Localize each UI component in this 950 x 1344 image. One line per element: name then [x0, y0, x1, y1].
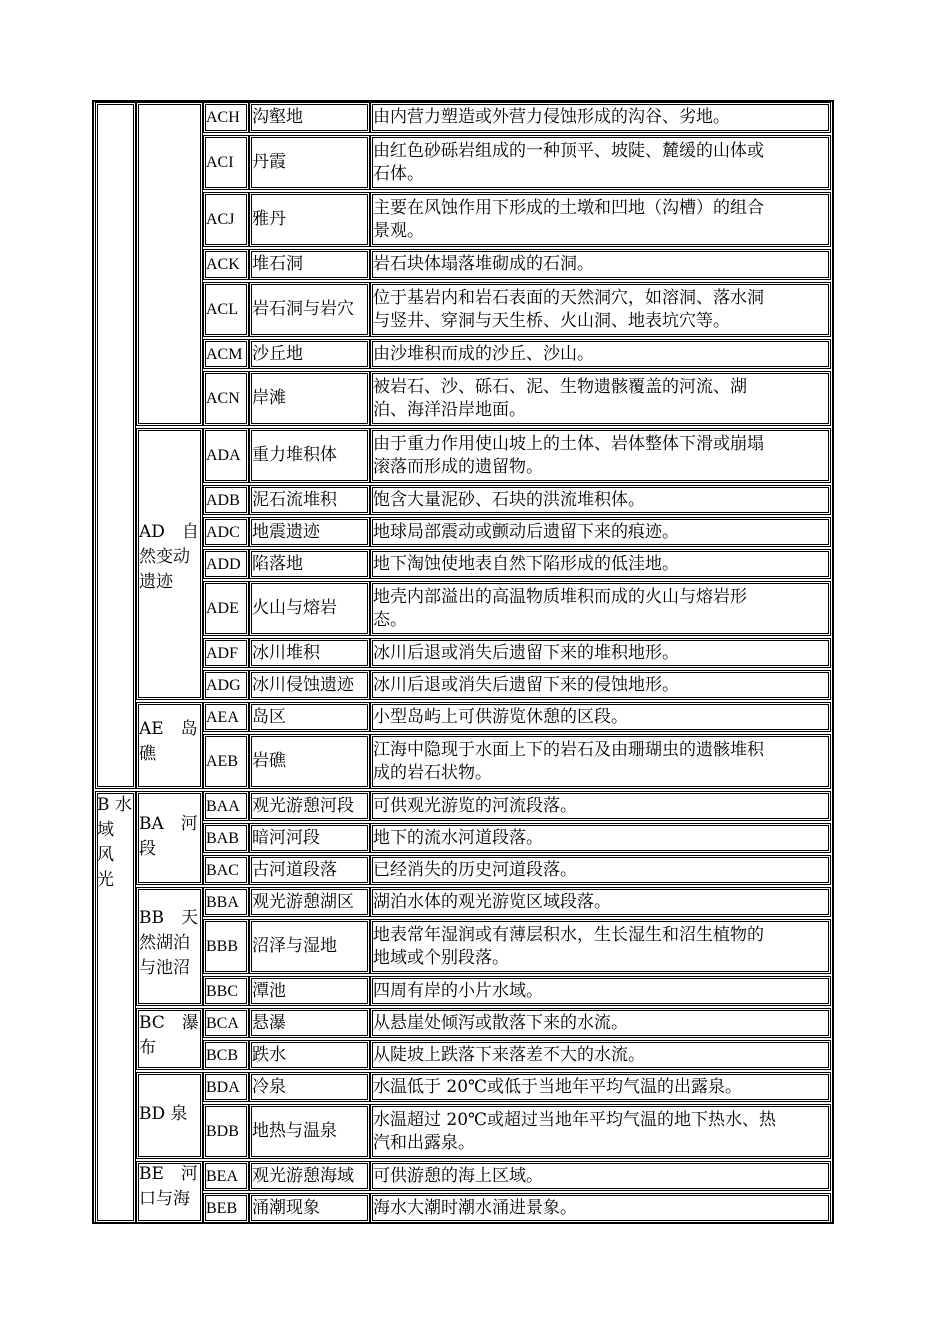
type-description: 景观。 — [373, 220, 424, 241]
major-category-label: 域 — [97, 820, 114, 840]
sub-category-label: 与池沼 — [139, 958, 190, 978]
type-name: 古河道段落 — [252, 859, 337, 880]
type-code: BCA — [206, 1014, 239, 1032]
type-description: 地表常年湿润或有薄层积水，生长湿生和沼生植物的 — [373, 924, 764, 945]
type-description: 由红色砂砾岩组成的一种顶平、坡陡、麓缓的山体或 — [373, 140, 764, 161]
type-name: 岛区 — [252, 706, 286, 727]
type-name: 观光游憩湖区 — [252, 891, 354, 912]
type-name: 火山与熔岩 — [252, 598, 337, 618]
type-name: 悬瀑 — [252, 1012, 286, 1033]
sub-category-label: AD 自 — [139, 522, 199, 542]
type-description: 可供观光游览的河流段落。 — [373, 795, 577, 816]
type-code: ADF — [206, 644, 239, 662]
type-name: 地震遗迹 — [252, 521, 320, 542]
type-code: ACI — [206, 154, 234, 171]
type-code: BAB — [206, 829, 239, 847]
type-code: ACK — [206, 256, 240, 273]
type-name: 岩礁 — [252, 751, 286, 771]
type-name: 冰川堆积 — [252, 642, 320, 663]
type-description: 饱含大量泥砂、石块的洪流堆积体。 — [373, 489, 645, 510]
type-description: 由于重力作用使山坡上的土体、岩体整体下滑或崩塌 — [373, 433, 764, 454]
sub-category-label: BB 天 — [139, 908, 198, 928]
type-description: 与竖井、穿洞与天生桥、火山洞、地表坑穴等。 — [373, 310, 730, 331]
sub-category-label: 口与海 — [139, 1189, 190, 1209]
type-name: 潭池 — [252, 980, 286, 1001]
type-description: 滚落而形成的遗留物。 — [373, 456, 543, 477]
type-description: 岩石块体塌落堆砌成的石洞。 — [373, 254, 594, 274]
type-code: ADE — [206, 600, 239, 617]
sub-category-label: 礁 — [139, 744, 156, 764]
type-name: 重力堆积体 — [252, 445, 337, 465]
type-description: 汽和出露泉。 — [373, 1132, 475, 1153]
type-code: BCB — [206, 1046, 239, 1064]
type-name: 沟壑地 — [252, 107, 303, 127]
major-category-label: 风 — [97, 845, 114, 865]
type-code: ACH — [206, 109, 240, 126]
type-description: 成的岩石状物。 — [373, 762, 492, 783]
type-code: ACL — [206, 301, 238, 318]
type-name: 地热与温泉 — [252, 1121, 337, 1141]
type-description: 地壳内部溢出的高温物质堆积而成的火山与熔岩形 — [373, 586, 747, 607]
type-code: ADA — [206, 447, 241, 464]
type-code: BEB — [206, 1199, 238, 1217]
type-description: 态。 — [373, 609, 407, 630]
type-description: 已经消失的历史河道段落。 — [373, 859, 577, 880]
type-description: 江海中隐现于水面上下的岩石及由珊瑚虫的遗骸堆积 — [373, 739, 764, 760]
sub-category-label: 然变动 — [139, 547, 190, 567]
type-code: ADC — [206, 523, 240, 541]
type-code: BEA — [206, 1167, 238, 1185]
sub-category-cell — [136, 102, 203, 426]
type-name: 观光游憩海域 — [252, 1165, 354, 1186]
type-name: 丹霞 — [252, 152, 286, 172]
type-description: 可供游憩的海上区域。 — [373, 1165, 543, 1186]
type-name: 冷泉 — [252, 1076, 286, 1097]
type-code: AEA — [206, 708, 239, 726]
type-description: 地域或个别段落。 — [373, 947, 509, 968]
sub-category-label: 布 — [139, 1038, 156, 1058]
sub-category-label: BE 河 — [139, 1164, 198, 1184]
type-code: BBB — [206, 938, 239, 955]
type-code: ACM — [206, 345, 243, 363]
sub-category-label: 段 — [139, 839, 156, 859]
type-description: 水温超过 20℃或超过当地年平均气温的地下热水、热 — [373, 1109, 777, 1130]
type-code: BAA — [206, 797, 240, 815]
type-code: ACJ — [206, 211, 235, 228]
type-description: 地下淘蚀使地表自然下陷形成的低洼地。 — [373, 553, 679, 574]
sub-category-label: BC 瀑 — [139, 1013, 199, 1033]
type-description: 石体。 — [373, 163, 424, 184]
type-description: 由内营力塑造或外营力侵蚀形成的沟谷、劣地。 — [373, 107, 730, 127]
major-category-label: B 水 — [97, 795, 132, 815]
major-category-label: 光 — [97, 870, 114, 890]
type-name: 暗河河段 — [252, 827, 320, 848]
type-code: ADG — [206, 676, 241, 694]
type-description: 冰川后退或消失后遗留下来的侵蚀地形。 — [373, 674, 679, 695]
sub-category-label: 然湖泊 — [139, 933, 190, 953]
type-name: 沙丘地 — [252, 343, 303, 364]
type-description: 位于基岩内和岩石表面的天然洞穴，如溶洞、落水洞 — [373, 287, 764, 308]
type-code: ADB — [206, 491, 240, 509]
type-name: 岩石洞与岩穴 — [252, 299, 354, 319]
type-name: 观光游憩河段 — [252, 795, 354, 816]
type-name: 岸滩 — [252, 388, 286, 408]
type-name: 冰川侵蚀遗迹 — [252, 674, 354, 695]
type-description: 地下的流水河道段落。 — [373, 827, 543, 848]
type-name: 涌潮现象 — [252, 1197, 320, 1218]
type-description: 被岩石、沙、砾石、泥、生物遗骸覆盖的河流、湖 — [373, 376, 747, 397]
major-category-cell — [95, 102, 136, 789]
type-description: 小型岛屿上可供游览休憩的区段。 — [373, 706, 628, 727]
type-description: 湖泊水体的观光游览区域段落。 — [373, 891, 611, 912]
type-code: BBA — [206, 893, 239, 911]
type-description: 从悬崖处倾泻或散落下来的水流。 — [373, 1012, 628, 1033]
sub-category-label: 遗迹 — [139, 572, 173, 592]
type-code: BDB — [206, 1123, 239, 1140]
sub-category-label: BA 河 — [139, 814, 198, 834]
type-name: 雅丹 — [252, 209, 286, 229]
type-description: 四周有岸的小片水域。 — [373, 980, 543, 1001]
type-name: 陷落地 — [252, 553, 303, 574]
type-description: 泊、海洋沿岸地面。 — [373, 399, 526, 420]
type-code: ADD — [206, 555, 241, 573]
type-code: ACN — [206, 390, 240, 407]
type-description: 海水大潮时潮水涌进景象。 — [373, 1197, 577, 1218]
sub-category-label: BD 泉 — [139, 1104, 188, 1124]
type-code: BDA — [206, 1078, 240, 1096]
type-description: 从陡坡上跌落下来落差不大的水流。 — [373, 1044, 645, 1065]
type-description: 由沙堆积而成的沙丘、沙山。 — [373, 343, 594, 364]
type-name: 堆石洞 — [252, 254, 303, 274]
type-description: 水温低于 20℃或低于当地年平均气温的出露泉。 — [373, 1076, 743, 1097]
type-name: 沼泽与湿地 — [252, 936, 337, 956]
type-description: 主要在风蚀作用下形成的土墩和凹地（沟槽）的组合 — [373, 197, 764, 218]
type-code: BAC — [206, 861, 239, 879]
type-code: AEB — [206, 753, 238, 770]
type-name: 跌水 — [252, 1044, 286, 1065]
type-code: BBC — [206, 982, 239, 1000]
type-description: 地球局部震动或颤动后遗留下来的痕迹。 — [373, 521, 679, 542]
sub-category-label: AE 岛 — [139, 719, 198, 739]
type-description: 冰川后退或消失后遗留下来的堆积地形。 — [373, 642, 679, 663]
type-name: 泥石流堆积 — [252, 489, 337, 510]
